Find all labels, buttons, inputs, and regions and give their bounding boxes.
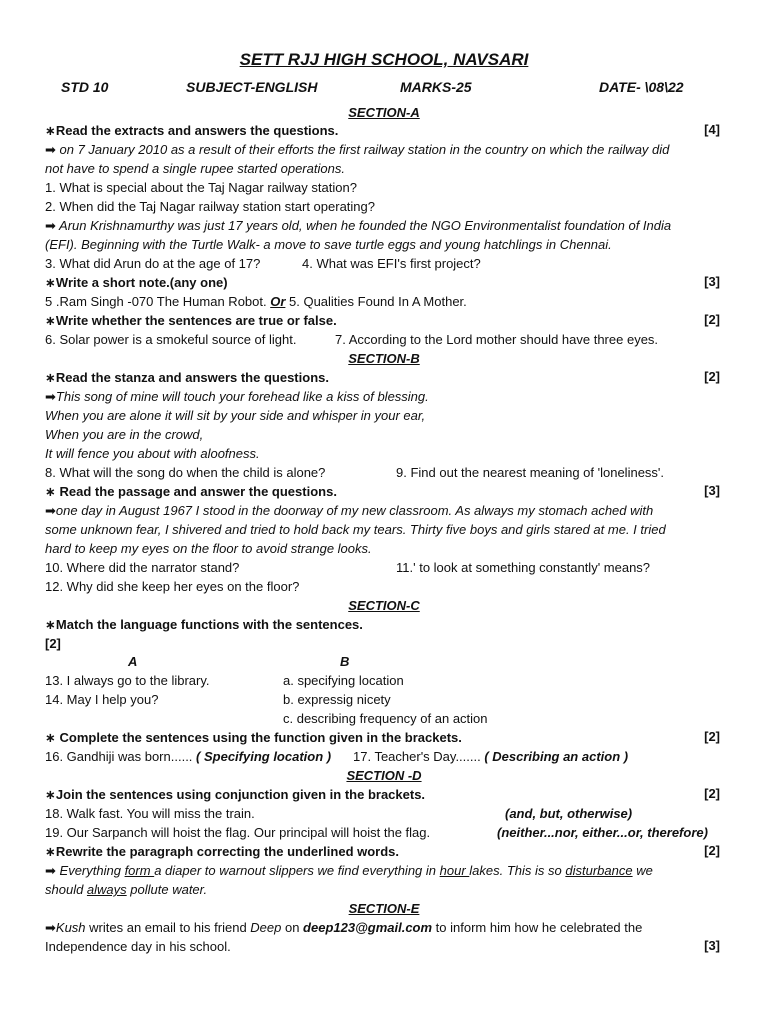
question-18: 18. Walk fast. You will miss the train. bbox=[45, 806, 255, 821]
extract-1-line-2: not have to spend a single rupee started operations. bbox=[45, 161, 345, 176]
email-address: deep123@gmail.com bbox=[303, 920, 433, 935]
instruction-passage: ∗ Read the passage and answer the questions. bbox=[45, 484, 337, 499]
question-10: 10. Where did the narrator stand? bbox=[45, 560, 240, 575]
star-icon: ∗ bbox=[45, 787, 56, 802]
passage-line-2: some unknown fear, I shivered and tried to hold back my tears. Thirty five boys and girls stared at me. I tried bbox=[45, 522, 666, 537]
marks-stanza: [2] bbox=[704, 369, 720, 384]
question-4: 4. What was EFI's first project? bbox=[302, 256, 481, 271]
instruction-rewrite: ∗Rewrite the paragraph correcting the underlined words. bbox=[45, 844, 400, 859]
passage-line-3: hard to keep my eyes on the floor to avoid strange looks. bbox=[45, 541, 372, 556]
star-icon: ∗ bbox=[45, 313, 56, 328]
marks-join: [2] bbox=[704, 786, 720, 801]
question-6: 6. Solar power is a smokeful source of light. bbox=[45, 332, 297, 347]
star-icon: ∗ bbox=[45, 844, 56, 859]
instruction-extracts: ∗Read the extracts and answers the questions. bbox=[45, 123, 339, 138]
extract-1-line-1: ➡ on 7 January 2010 as a result of their efforts the first railway station in the country on which the railway did bbox=[45, 142, 670, 157]
email-task-line-1: ➡Kush writes an email to his friend Deep on deep123@gmail.com to inform him how he celebrated the bbox=[45, 920, 643, 935]
date-label: DATE- \08\22 bbox=[599, 79, 684, 95]
section-b-heading: SECTION-B bbox=[348, 351, 420, 366]
question-5: 5 .Ram Singh -070 The Human Robot. Or 5. Qualities Found In A Mother. bbox=[45, 294, 467, 309]
q17-hint: ( Describing an action ) bbox=[484, 749, 629, 764]
instruction-short-note: ∗Write a short note.(any one) bbox=[45, 275, 228, 290]
marks-match: [2] bbox=[45, 636, 61, 651]
instruction-match: ∗Match the language functions with the sentences. bbox=[45, 617, 363, 632]
instruction-join: ∗Join the sentences using conjunction given in the brackets. bbox=[45, 787, 426, 802]
or-label: Or bbox=[270, 294, 286, 309]
stanza-line-1: ➡This song of mine will touch your forehead like a kiss of blessing. bbox=[45, 389, 429, 404]
marks-extracts: [4] bbox=[704, 122, 720, 137]
option-a: a. specifying location bbox=[283, 673, 404, 688]
star-icon: ∗ bbox=[45, 617, 56, 632]
column-a-heading: A bbox=[128, 654, 138, 669]
question-17: 17. Teacher's Day....... ( Describing an action ) bbox=[353, 749, 629, 764]
question-7: 7. According to the Lord mother should have three eyes. bbox=[335, 332, 659, 347]
question-13: 13. I always go to the library. bbox=[45, 673, 210, 688]
underlined-word: hour bbox=[439, 863, 470, 878]
star-icon: ∗ bbox=[45, 123, 56, 138]
q18-hint: (and, but, otherwise) bbox=[505, 806, 633, 821]
question-1: 1. What is special about the Taj Nagar railway station? bbox=[45, 180, 357, 195]
section-c-heading: SECTION-C bbox=[348, 598, 420, 613]
extract-2-line-1: ➡ Arun Krishnamurthy was just 17 years old, when he founded the NGO Environmentalist foundation of India bbox=[45, 218, 672, 233]
star-icon: ∗ bbox=[45, 730, 56, 745]
extract-2-line-2: (EFI). Beginning with the Turtle Walk- a move to save turtle eggs and young hatchlings in Chennai. bbox=[45, 237, 612, 252]
option-c: c. describing frequency of an action bbox=[283, 711, 488, 726]
column-b-heading: B bbox=[340, 654, 350, 669]
question-12: 12. Why did she keep her eyes on the floor? bbox=[45, 579, 300, 594]
arrow-icon: ➡ bbox=[45, 142, 56, 157]
stanza-line-4: It will fence you about with aloofness. bbox=[45, 446, 260, 461]
marks-complete: [2] bbox=[704, 729, 720, 744]
marks-rewrite: [2] bbox=[704, 843, 720, 858]
marks-email: [3] bbox=[704, 938, 720, 953]
school-title: SETT RJJ HIGH SCHOOL, NAVSARI bbox=[239, 50, 529, 69]
section-d-heading: SECTION -D bbox=[346, 768, 422, 783]
star-icon: ∗ bbox=[45, 370, 56, 385]
question-2: 2. When did the Taj Nagar railway station start operating? bbox=[45, 199, 375, 214]
underlined-word: always bbox=[86, 882, 127, 897]
underlined-word: disturbance bbox=[565, 863, 633, 878]
instruction-complete: ∗ Complete the sentences using the function given in the brackets. bbox=[45, 730, 462, 745]
question-14: 14. May I help you? bbox=[45, 692, 159, 707]
question-9: 9. Find out the nearest meaning of 'loneliness'. bbox=[396, 465, 665, 480]
question-8: 8. What will the song do when the child is alone? bbox=[45, 465, 326, 480]
passage-line-1: ➡one day in August 1967 I stood in the doorway of my new classroom. As always my stomach ached with bbox=[45, 503, 654, 518]
q16-hint: ( Specifying location ) bbox=[196, 749, 332, 764]
question-19: 19. Our Sarpanch will hoist the flag. Our principal will hoist the flag. bbox=[45, 825, 431, 840]
instruction-true-false: ∗Write whether the sentences are true or false. bbox=[45, 313, 337, 328]
question-16: 16. Gandhiji was born...... ( Specifying location ) bbox=[45, 749, 332, 764]
section-e-heading: SECTION-E bbox=[348, 901, 420, 916]
arrow-icon: ➡ bbox=[45, 863, 56, 878]
star-icon: ∗ bbox=[45, 484, 56, 499]
option-b: b. expressig nicety bbox=[283, 692, 391, 707]
rewrite-paragraph-line-2: should always pollute water. bbox=[45, 882, 208, 897]
stanza-line-3: When you are in the crowd, bbox=[45, 427, 204, 442]
star-icon: ∗ bbox=[45, 275, 56, 290]
rewrite-paragraph-line-1: ➡ Everything form a diaper to warnout slippers we find everything in hour lakes. This is so disturbance we bbox=[45, 863, 653, 878]
section-a-heading: SECTION-A bbox=[348, 105, 420, 120]
marks-true-false: [2] bbox=[704, 312, 720, 327]
marks-short-note: [3] bbox=[704, 274, 720, 289]
std-label: STD 10 bbox=[61, 79, 109, 95]
arrow-icon: ➡ bbox=[45, 389, 56, 404]
question-11: 11.' to look at something constantly' means? bbox=[396, 560, 651, 575]
subject-label: SUBJECT-ENGLISH bbox=[186, 79, 318, 95]
stanza-line-2: When you are alone it will sit by your side and whisper in your ear, bbox=[45, 408, 426, 423]
email-task-line-2: Independence day in his school. bbox=[45, 939, 231, 954]
arrow-icon: ➡ bbox=[45, 218, 56, 233]
marks-passage: [3] bbox=[704, 483, 720, 498]
question-3: 3. What did Arun do at the age of 17? bbox=[45, 256, 261, 271]
marks-label: MARKS-25 bbox=[400, 79, 472, 95]
instruction-stanza: ∗Read the stanza and answers the questions. bbox=[45, 370, 329, 385]
underlined-word: form bbox=[124, 863, 155, 878]
q19-hint: (neither...nor, either...or, therefore) bbox=[497, 825, 708, 840]
arrow-icon: ➡ bbox=[45, 920, 56, 935]
arrow-icon: ➡ bbox=[45, 503, 56, 518]
